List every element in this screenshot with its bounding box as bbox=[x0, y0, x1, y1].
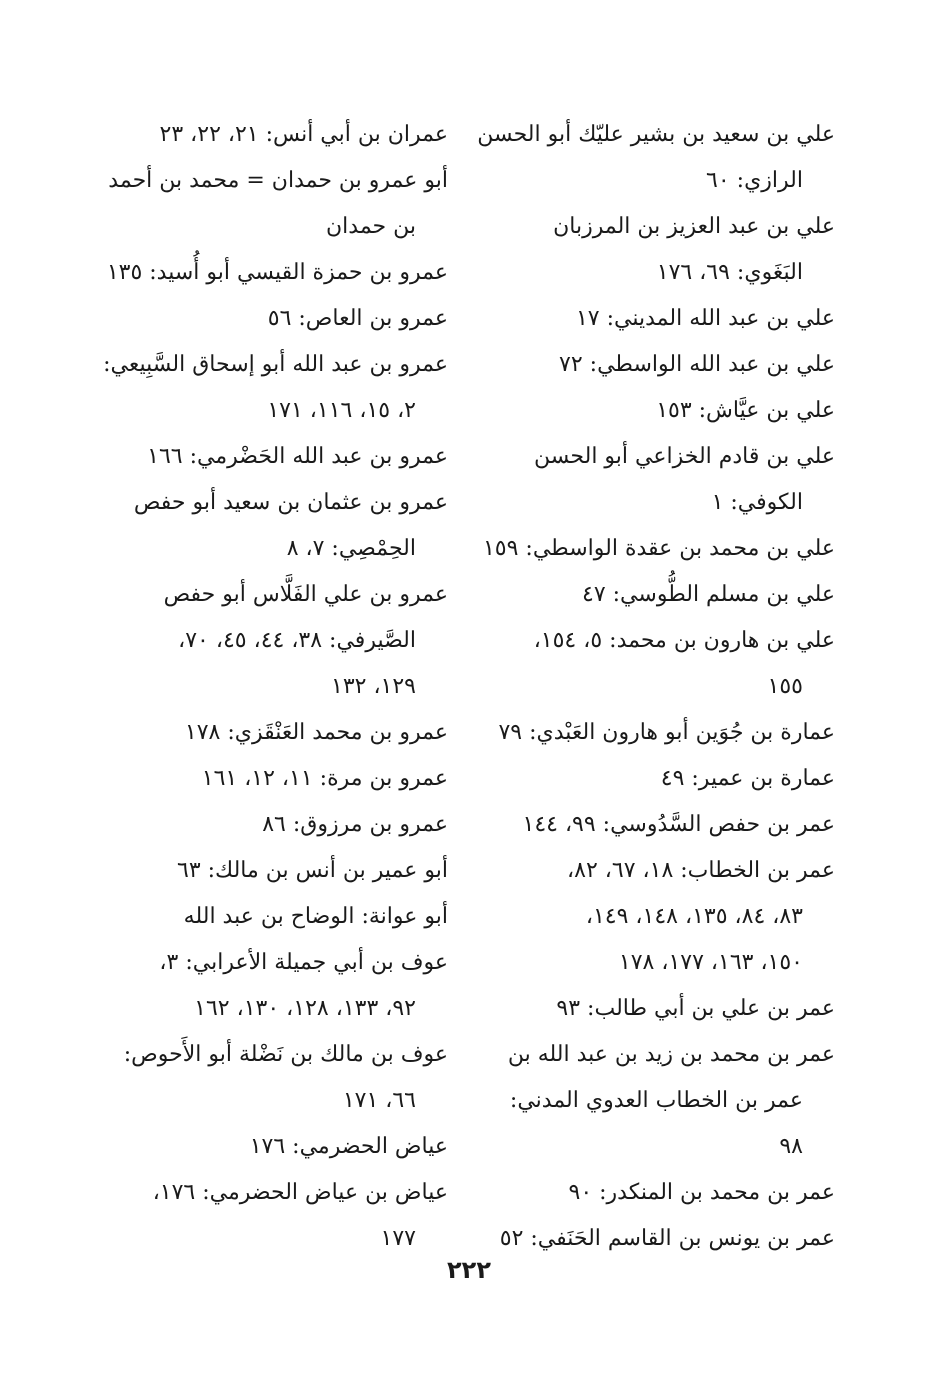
index-entry-line: عمر بن محمد بن زيد بن عبد الله بن bbox=[507, 1042, 835, 1067]
index-entry-line: ٩٨ bbox=[779, 1134, 803, 1159]
index-entry-line: ١٥٠، ١٦٣، ١٧٧، ١٧٨ bbox=[618, 950, 803, 975]
index-entry-line: عمرو بن عبد الله الحَضْرمي: ١٦٦ bbox=[147, 444, 448, 469]
index-entry-line: عمر بن الخطاب العدوي المدني: bbox=[509, 1088, 803, 1113]
index-entry-line: علي بن محمد بن عقدة الواسطي: ١٥٩ bbox=[482, 536, 835, 561]
index-entry-line: عمرو بن محمد العَنْقَزي: ١٧٨ bbox=[184, 720, 448, 745]
index-column-right bbox=[477, 112, 835, 1262]
index-entry-line: عمر بن الخطاب: ١٨، ٦٧، ٨٢، bbox=[567, 858, 835, 883]
index-entry-line: علي بن عبد الله الواسطي: ٧٢ bbox=[559, 352, 835, 377]
index-entry-line: البَغَوي: ٦٩، ١٧٦ bbox=[656, 260, 803, 285]
index-column-left bbox=[100, 112, 448, 1262]
index-entry-line: عمر بن محمد بن المنكدر: ٩٠ bbox=[568, 1180, 835, 1205]
index-entry-line: عياض الحضرمي: ١٧٦ bbox=[249, 1134, 448, 1159]
index-entry-line: أبو عوانة: الوضاح بن عبد الله bbox=[183, 904, 448, 929]
index-entry-line: علي بن هارون بن محمد: ٥، ١٥٤، bbox=[533, 628, 835, 653]
index-entry-line: أبو عمير بن أنس بن مالك: ٦٣ bbox=[177, 858, 448, 883]
index-entry-line: ٨٣، ٨٤، ١٣٥، ١٤٨، ١٤٩، bbox=[585, 904, 803, 929]
index-entry-line: عمارة بن جُوَين أبو هارون العَبْدي: ٧٩ bbox=[498, 720, 835, 745]
index-entry-line: عمران بن أبي أنس: ٢١، ٢٢، ٢٣ bbox=[159, 122, 448, 147]
index-entry-line: الرازي: ٦٠ bbox=[706, 168, 803, 193]
index-entry-line: عمرو بن مرة: ١١، ١٢، ١٦١ bbox=[201, 766, 448, 791]
index-entry-line: عوف بن مالك بن نَضْلة أبو الأَحوص: bbox=[123, 1042, 448, 1067]
index-entry-line: ٢، ١٥، ١١٦، ١٧١ bbox=[267, 398, 416, 423]
index-entry-line: علي بن عيَّاش: ١٥٣ bbox=[656, 398, 835, 423]
index-entry-line: عمر بن حفص السَّدُوسي: ٩٩، ١٤٤ bbox=[522, 812, 835, 837]
index-entry-line: عمرو بن عثمان بن سعيد أبو حفص bbox=[133, 490, 448, 515]
index-entry-line: عمرو بن علي الفَلَّاس أبو حفص bbox=[163, 582, 448, 607]
index-entry-line: عمارة بن عمير: ٤٩ bbox=[660, 766, 835, 791]
index-entry-line: عمرو بن العاص: ٥٦ bbox=[267, 306, 448, 331]
index-entry-line: ٦٦، ١٧١ bbox=[342, 1088, 416, 1113]
index-entry-line: علي بن عبد العزيز بن المرزبان bbox=[553, 214, 835, 239]
index-entry-line: الحِمْصِي: ٧، ٨ bbox=[286, 536, 416, 561]
index-entry-line: علي بن سعيد بن بشير عليّك أبو الحسن bbox=[477, 122, 835, 147]
index-entry-line: عمر بن علي بن أبي طالب: ٩٣ bbox=[556, 996, 835, 1021]
index-entry-line: عوف بن أبي جميلة الأعرابي: ٣، bbox=[159, 950, 448, 975]
index-entry-line: عياض بن عياض الحضرمي: ١٧٦، bbox=[152, 1180, 448, 1205]
index-entry-line: بن حمدان bbox=[326, 214, 416, 239]
index-entry-line: الكوفي: ١ bbox=[711, 490, 803, 515]
index-entry-line: ١٢٩، ١٣٢ bbox=[331, 674, 416, 699]
page-number: ٢٢٢ bbox=[447, 1256, 491, 1284]
index-entry-line: عمرو بن مرزوق: ٨٦ bbox=[262, 812, 448, 837]
index-entry-line: ١٥٥ bbox=[767, 674, 803, 699]
index-entry-line: عمر بن يونس بن القاسم الحَنَفي: ٥٢ bbox=[499, 1226, 835, 1251]
index-entry-line: علي بن مسلم الطُّوسي: ٤٧ bbox=[582, 582, 835, 607]
index-entry-line: علي بن عبد الله المديني: ١٧ bbox=[575, 306, 835, 331]
index-entry-line: عمرو بن حمزة القيسي أبو أُسيد: ١٣٥ bbox=[106, 260, 448, 285]
index-entry-line: ٩٢، ١٣٣، ١٢٨، ١٣٠، ١٦٢ bbox=[194, 996, 416, 1021]
index-entry-line: علي بن قادم الخزاعي أبو الحسن bbox=[534, 444, 835, 469]
index-entry-line: أبو عمرو بن حمدان = محمد بن أحمد bbox=[108, 168, 448, 193]
index-entry-line: ١٧٧ bbox=[380, 1226, 416, 1251]
index-entry-line: عمرو بن عبد الله أبو إسحاق السَّبِيعي: bbox=[103, 352, 448, 377]
index-entry-line: الصَّيرفي: ٣٨، ٤٤، ٤٥، ٧٠، bbox=[178, 628, 416, 653]
